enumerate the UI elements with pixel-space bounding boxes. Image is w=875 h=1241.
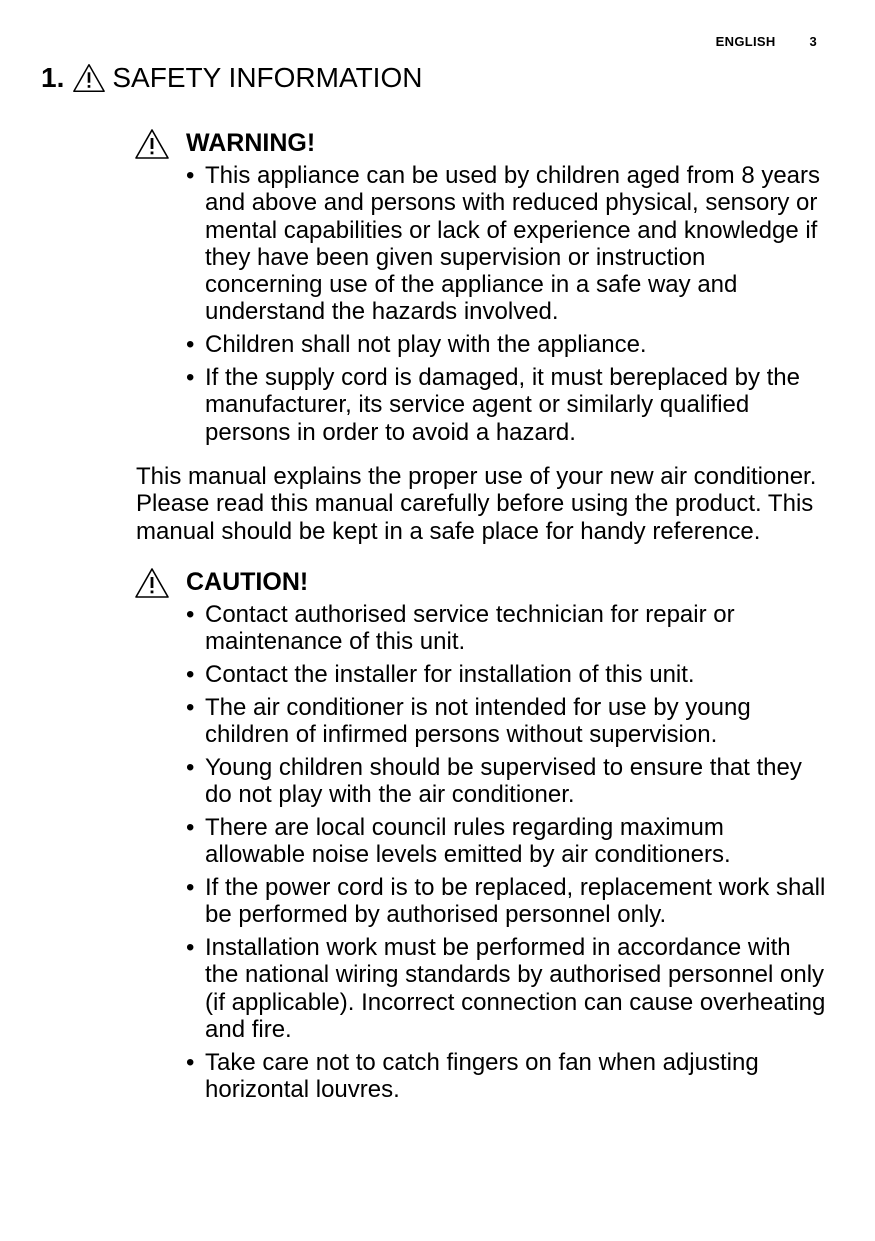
list-item: • Take care not to catch fingers on fan when adjusting horizontal louvres. [186, 1049, 826, 1104]
list-item: • Contact authorised service technician for repair or maintenance of this unit. [186, 601, 826, 656]
caution-block [136, 565, 826, 1104]
list-item: • Contact the installer for installation of this unit. [186, 661, 826, 688]
section-number: 1. [41, 62, 65, 93]
page-number: 3 [809, 34, 817, 49]
list-item: • Children shall not play with the appliance. [186, 331, 826, 358]
page-header [716, 34, 817, 49]
language-label: ENGLISH [715, 34, 776, 49]
section-title [41, 58, 422, 98]
warning-heading [136, 126, 826, 162]
section-title-text: SAFETY INFORMATION [112, 62, 423, 93]
list-item: • Installation work must be performed in accordance with the national wiring standards by authorised personnel only (if applicable). Incorrect connection can cause overheating and fire. [186, 934, 826, 1043]
warning-triangle-icon [134, 128, 170, 160]
intro-paragraph: This manual explains the proper use of your new air conditioner. Please read this manual carefully before using the product. This manual should be kept in a safe place for handy reference. [136, 462, 817, 545]
warning-list [136, 162, 826, 446]
list-item: • If the power cord is to be replaced, replacement work shall be performed by authorised personnel only. [186, 874, 826, 929]
list-item: • There are local council rules regarding maximum allowable noise levels emitted by air conditioners. [186, 814, 826, 869]
warning-triangle-icon [134, 567, 170, 599]
caution-label: CAUTION! [186, 568, 309, 597]
caution-heading [136, 565, 826, 601]
list-item: • The air conditioner is not intended for use by young children of infirmed persons without supervision. [186, 694, 826, 749]
list-item: • This appliance can be used by children aged from 8 years and above and persons with reduced physical, sensory or mental capabilities or lack of experience and knowledge if they have been given supervision or instruction concerning use of the appliance in a safe way and understand the hazards involved. [186, 162, 826, 326]
warning-triangle-icon [72, 62, 106, 94]
list-item: • Young children should be supervised to ensure that they do not play with the air conditioner. [186, 754, 826, 809]
list-item: • If the supply cord is damaged, it must bereplaced by the manufacturer, its service agent or similarly qualified persons in order to avoid a hazard. [186, 364, 826, 446]
caution-list [136, 601, 826, 1104]
warning-block [136, 126, 826, 446]
warning-label: WARNING! [186, 129, 316, 158]
page-content [136, 126, 826, 1109]
